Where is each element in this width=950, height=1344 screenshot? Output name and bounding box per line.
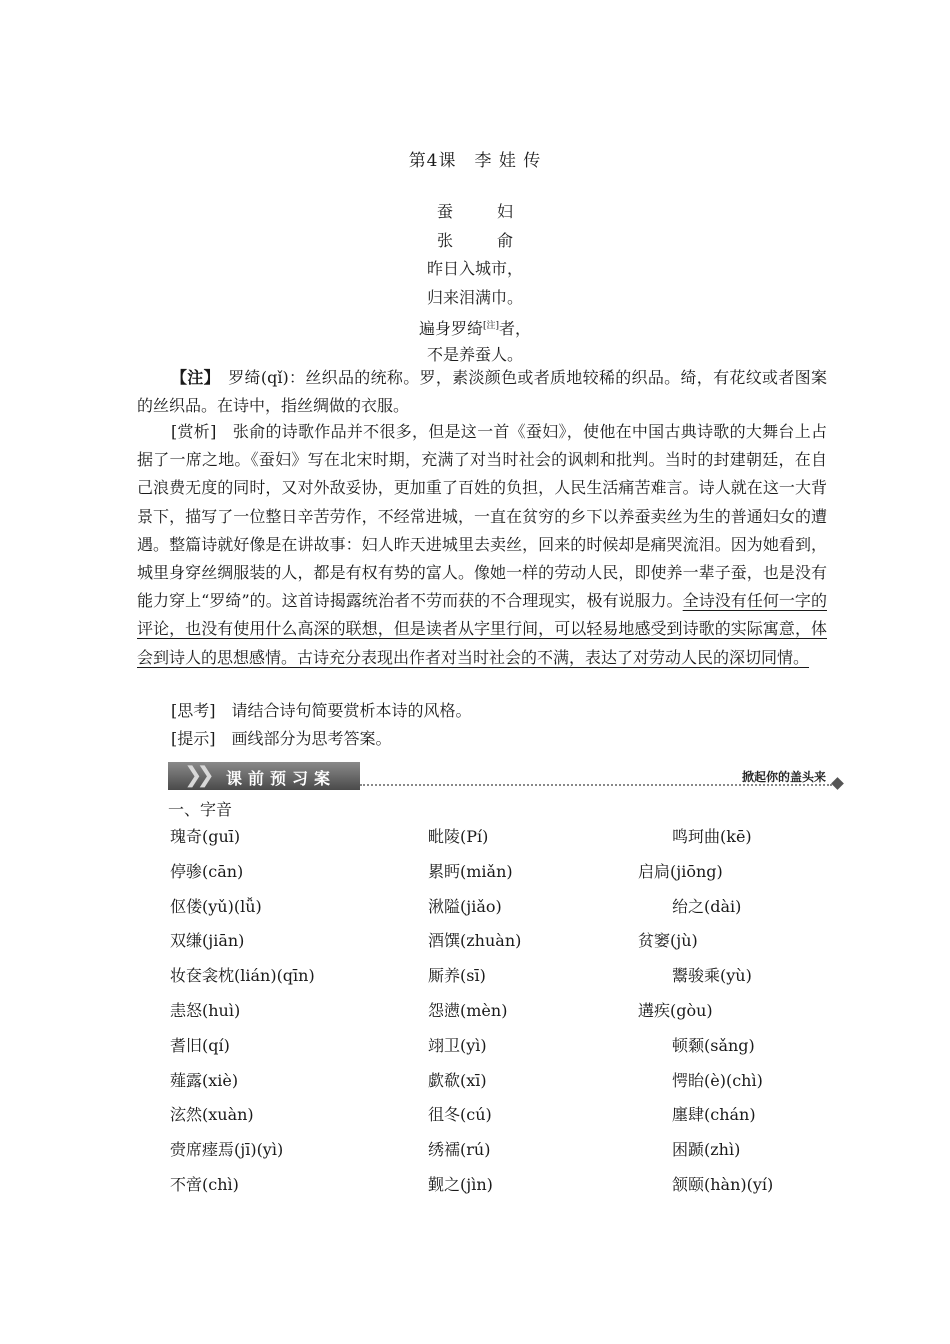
pron-row (170, 924, 850, 959)
pron-item: 恚怒(huì) (170, 1000, 241, 1020)
note-marker: [注] (482, 321, 500, 331)
poem-line-3 (0, 312, 950, 341)
pron-item: 翊卫(yì) (428, 1035, 487, 1055)
pron-item: 双缣(jiān) (170, 931, 245, 951)
pron-item: 绣襦(rú) (428, 1140, 491, 1160)
pron-row (170, 1064, 850, 1099)
pron-item: 耆旧(qí) (170, 1035, 230, 1055)
appreciation-label: [赏析] (171, 422, 217, 441)
pron-item: 启扃(jiōng) (638, 861, 723, 881)
pron-item: 薤露(xiè) (170, 1070, 239, 1090)
poem-line-4: 不是养蚕人。 (426, 344, 523, 364)
pron-row (170, 890, 850, 925)
appreciation-underlined-answer: 全诗没有任何一字的评论，也没有使用什么高深的联想，但是读者从字里行间，可以轻易地感受到诗歌的实际寓意，体会到诗人的思想感情。古诗充分表现出作者对当时社会的不满，表达了对劳动人民的深切同情。 (137, 591, 827, 667)
poem-title: 蚕 妇 (436, 202, 527, 221)
pron-item: 泫然(xuàn) (170, 1105, 254, 1125)
pron-item: 累眄(miǎn) (428, 861, 513, 881)
poem-line-1: 昨日入城市， (426, 259, 523, 278)
appreciation-text: 张俞的诗歌作品并不很多，但是这一首《蚕妇》，使他在中国古典诗歌的大舞台上占据了一席之地。《蚕妇》写在北宋时期，充满了对当时社会的讽刺和批判。当时的封建朝廷，在自己浪费无度的同时，又对外敌妥协，更加重了百姓的负担，人民生活痛苦难言。诗人就在这一大背景下，描写了一位整日辛苦劳作，不经常进城，一直在贫穷的乡下以养蚕卖丝为生的普通妇女的遭遇。整篇诗就好像是在讲故事：妇人昨天进城里去卖丝，回来的时候却是痛哭流泪。因为她看到，城里身穿丝绸服装的人，都是有权有势的富人。像她一样的劳动人民，即使养一辈子蚕，也是没有能力穿上“罗绮”的。这首诗揭露统治者不劳而获的不合理现实，极有说服力。 (137, 422, 827, 611)
pron-item: 遘疾(gòu) (638, 1000, 713, 1020)
note-text: 罗绮(qǐ)：丝织品的统称。罗，素淡颜色或者质地较稀的织品。绮，有花纹或者图案的丝织品。在诗中，指丝绸做的衣服。 (137, 368, 827, 416)
think-block (137, 697, 827, 753)
pron-item: 绐之(dài) (672, 896, 742, 916)
think-text: 请结合诗句简要赏析本诗的风格。 (215, 701, 472, 720)
pron-item: 贫窭(jù) (638, 931, 698, 951)
double-chevron-icon: ❯❯ (184, 763, 209, 788)
pron-item: 瑰奇(guī) (170, 827, 241, 846)
poem (0, 198, 950, 369)
poem-line-3-tail: 者， (499, 319, 532, 338)
pron-item: 厮养(sī) (428, 966, 486, 986)
section-banner (168, 762, 842, 792)
pron-item: 徂冬(cú) (428, 1105, 492, 1125)
pron-item: 廛肆(chán) (672, 1105, 756, 1125)
think-label: [思考] (171, 701, 216, 720)
pron-item: 酒馔(zhuàn) (428, 931, 522, 951)
pron-row (170, 1098, 850, 1133)
pron-item: 伛偻(yǔ)(lǚ) (170, 896, 262, 916)
note-label: 【注】 (171, 368, 212, 387)
pronunciation-list (170, 820, 850, 1203)
hint-line (137, 725, 827, 753)
pron-row (170, 820, 850, 855)
pron-item: 鬻骏乘(yù) (672, 966, 752, 986)
pron-item: 怨懑(mèn) (428, 1000, 508, 1020)
pron-row (170, 855, 850, 890)
pron-item: 赍席瘗焉(jī)(yì) (170, 1140, 284, 1160)
pron-item: 妆奁衾枕(lián)(qīn) (170, 966, 315, 986)
pron-item: 鸣珂曲(kē) (672, 827, 752, 846)
pron-item: 毗陵(Pí) (428, 827, 489, 846)
pron-row (170, 994, 850, 1029)
pron-row (170, 1168, 850, 1203)
pron-row (170, 1029, 850, 1064)
diamond-icon (831, 777, 844, 790)
think-line (137, 697, 827, 725)
pron-item: 困踬(zhì) (672, 1140, 741, 1160)
hint-label: [提示] (171, 729, 216, 749)
poem-line-2: 归来泪满巾。 (426, 287, 523, 307)
banner-subtitle: 掀起你的盖头来 (741, 770, 826, 784)
pron-row (170, 1133, 850, 1168)
note-paragraph (137, 364, 827, 420)
pron-item: 湫隘(jiǎo) (428, 896, 502, 916)
pron-item: 顿颡(sǎng) (672, 1035, 755, 1055)
appreciation-paragraph (137, 418, 827, 672)
banner-label: 课前预习案 (226, 769, 337, 788)
poem-line-3-text: 遍身罗绮 (418, 319, 483, 338)
section-heading: 一、字音 (168, 800, 233, 819)
pron-item: 不啻(chì) (170, 1174, 239, 1194)
poem-author: 张 俞 (436, 230, 527, 250)
hint-text: 画线部分为思考答案。 (215, 729, 392, 749)
pron-item: 停骖(cān) (170, 861, 244, 881)
lesson-title: 第4课 李 娃 传 (408, 151, 542, 171)
pron-item: 觐之(jìn) (428, 1174, 493, 1194)
pron-item: 歔欷(xī) (428, 1070, 487, 1090)
pron-item: 颔颐(hàn)(yí) (672, 1174, 774, 1194)
pron-row (170, 959, 850, 994)
pron-item: 愕眙(è)(chì) (672, 1070, 763, 1090)
